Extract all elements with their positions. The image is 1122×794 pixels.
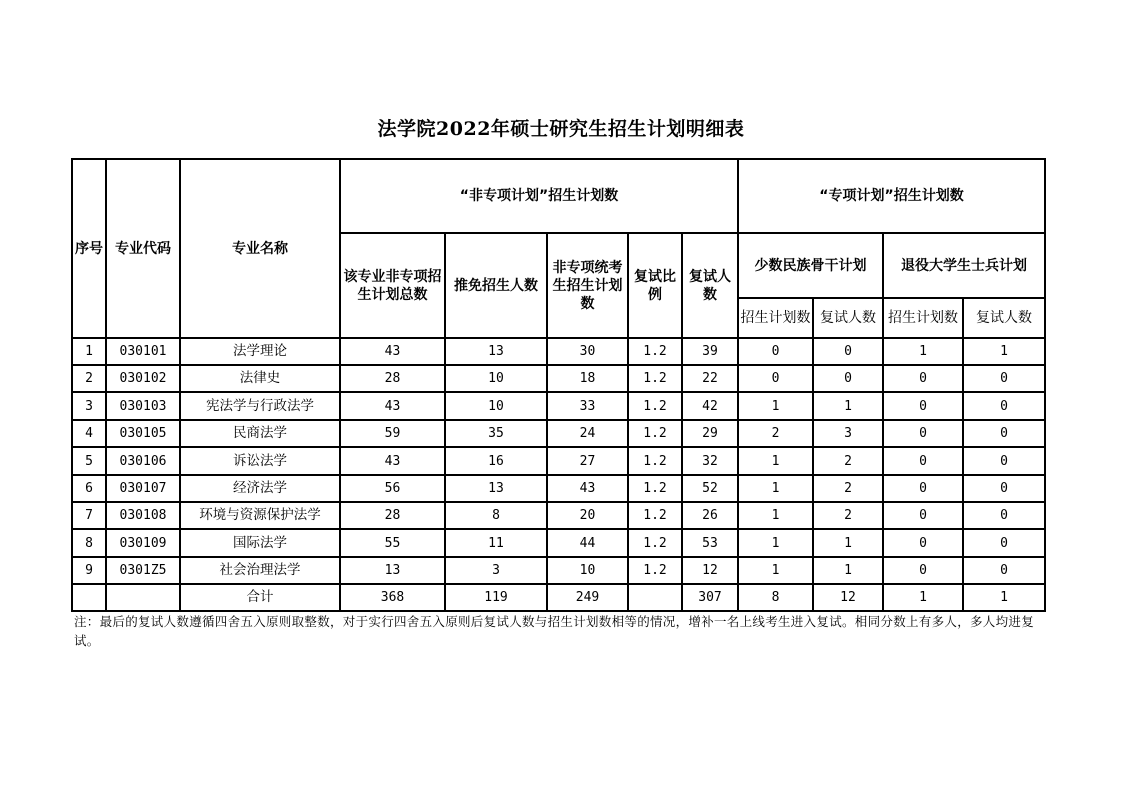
cell-retest: 26 bbox=[682, 502, 738, 529]
header-minority: 少数民族骨干计划 bbox=[738, 233, 883, 298]
cell-minority-retest: 0 bbox=[813, 338, 883, 365]
page-title: 法学院2022年硕士研究生招生计划明细表 bbox=[377, 118, 745, 140]
header-seq: 序号 bbox=[72, 159, 106, 338]
cell-seq: 8 bbox=[72, 529, 106, 557]
cell-veteran-retest: 0 bbox=[963, 475, 1045, 502]
cell-exempt: 8 bbox=[445, 502, 547, 529]
cell-seq: 5 bbox=[72, 447, 106, 475]
cell-unified: 27 bbox=[547, 447, 628, 475]
cell-total: 43 bbox=[340, 392, 445, 420]
cell-total: 43 bbox=[340, 338, 445, 365]
cell-veteran-plan: 0 bbox=[883, 475, 963, 502]
cell-minority-retest: 3 bbox=[813, 420, 883, 447]
cell-veteran-plan: 0 bbox=[883, 420, 963, 447]
cell-name: 法学理论 bbox=[180, 338, 340, 365]
table-row bbox=[72, 529, 1045, 557]
cell-name: 环境与资源保护法学 bbox=[180, 502, 340, 529]
table-row bbox=[72, 420, 1045, 447]
cell-seq-empty bbox=[72, 584, 106, 611]
cell-ratio: 1.2 bbox=[628, 502, 682, 529]
cell-exempt: 10 bbox=[445, 365, 547, 392]
cell-code: 030102 bbox=[106, 365, 180, 392]
cell-ratio: 1.2 bbox=[628, 557, 682, 584]
cell-unified: 20 bbox=[547, 502, 628, 529]
cell-minority-plan: 2 bbox=[738, 420, 813, 447]
table-row bbox=[72, 338, 1045, 365]
cell-minority-retest: 1 bbox=[813, 557, 883, 584]
cell-veteran-plan: 0 bbox=[883, 502, 963, 529]
cell-retest: 53 bbox=[682, 529, 738, 557]
cell-exempt: 13 bbox=[445, 475, 547, 502]
header-veteran-retest: 复试人数 bbox=[963, 298, 1045, 338]
cell-veteran-plan: 1 bbox=[883, 338, 963, 365]
cell-retest: 52 bbox=[682, 475, 738, 502]
cell-minority-plan: 1 bbox=[738, 475, 813, 502]
cell-unified: 33 bbox=[547, 392, 628, 420]
cell-retest: 22 bbox=[682, 365, 738, 392]
cell-total: 28 bbox=[340, 365, 445, 392]
enrollment-plan-table bbox=[71, 158, 1046, 612]
cell-name: 经济法学 bbox=[180, 475, 340, 502]
cell-name: 民商法学 bbox=[180, 420, 340, 447]
header-veteran-plan: 招生计划数 bbox=[883, 298, 963, 338]
cell-name: 社会治理法学 bbox=[180, 557, 340, 584]
header-nonspecial-total: 该专业非专项招生计划总数 bbox=[340, 233, 445, 338]
cell-seq: 6 bbox=[72, 475, 106, 502]
cell-veteran-retest: 0 bbox=[963, 420, 1045, 447]
total-unified: 249 bbox=[547, 584, 628, 611]
header-veteran: 退役大学生士兵计划 bbox=[883, 233, 1045, 298]
table-row bbox=[72, 447, 1045, 475]
header-unified: 非专项统考生招生计划数 bbox=[547, 233, 628, 338]
header-retest: 复试人数 bbox=[682, 233, 738, 338]
cell-veteran-plan: 0 bbox=[883, 557, 963, 584]
cell-minority-plan: 0 bbox=[738, 365, 813, 392]
header-minority-retest: 复试人数 bbox=[813, 298, 883, 338]
footnote: 注：最后的复试人数遵循四舍五入原则取整数，对于实行四舍五入原则后复试人数与招生计划数相等的情况，增补一名上线考生进入复试。相同分数上有多人，多人均进复试。 bbox=[74, 614, 1035, 648]
cell-retest: 42 bbox=[682, 392, 738, 420]
cell-name: 宪法学与行政法学 bbox=[180, 392, 340, 420]
cell-ratio: 1.2 bbox=[628, 420, 682, 447]
cell-ratio: 1.2 bbox=[628, 392, 682, 420]
cell-retest: 32 bbox=[682, 447, 738, 475]
cell-veteran-plan: 0 bbox=[883, 529, 963, 557]
cell-code: 030109 bbox=[106, 529, 180, 557]
cell-veteran-retest: 0 bbox=[963, 365, 1045, 392]
total-minority-retest: 12 bbox=[813, 584, 883, 611]
table-row bbox=[72, 502, 1045, 529]
cell-minority-retest: 2 bbox=[813, 475, 883, 502]
cell-code: 030108 bbox=[106, 502, 180, 529]
cell-unified: 43 bbox=[547, 475, 628, 502]
cell-total: 43 bbox=[340, 447, 445, 475]
cell-minority-retest: 2 bbox=[813, 447, 883, 475]
cell-veteran-retest: 0 bbox=[963, 557, 1045, 584]
cell-code-empty bbox=[106, 584, 180, 611]
header-minority-plan: 招生计划数 bbox=[738, 298, 813, 338]
cell-minority-plan: 1 bbox=[738, 392, 813, 420]
cell-exempt: 11 bbox=[445, 529, 547, 557]
cell-veteran-retest: 0 bbox=[963, 447, 1045, 475]
table-row bbox=[72, 475, 1045, 502]
cell-ratio: 1.2 bbox=[628, 447, 682, 475]
cell-seq: 3 bbox=[72, 392, 106, 420]
cell-minority-retest: 1 bbox=[813, 392, 883, 420]
cell-veteran-plan: 0 bbox=[883, 447, 963, 475]
cell-veteran-retest: 0 bbox=[963, 392, 1045, 420]
cell-minority-plan: 1 bbox=[738, 447, 813, 475]
cell-total: 28 bbox=[340, 502, 445, 529]
cell-ratio: 1.2 bbox=[628, 338, 682, 365]
header-nonspecial-group: “非专项计划”招生计划数 bbox=[340, 159, 738, 233]
cell-seq: 2 bbox=[72, 365, 106, 392]
cell-total: 55 bbox=[340, 529, 445, 557]
cell-exempt: 3 bbox=[445, 557, 547, 584]
total-nonspecial: 368 bbox=[340, 584, 445, 611]
header-name: 专业名称 bbox=[180, 159, 340, 338]
table-row bbox=[72, 557, 1045, 584]
total-minority-plan: 8 bbox=[738, 584, 813, 611]
cell-retest: 29 bbox=[682, 420, 738, 447]
cell-minority-plan: 0 bbox=[738, 338, 813, 365]
cell-veteran-plan: 0 bbox=[883, 392, 963, 420]
cell-minority-plan: 1 bbox=[738, 502, 813, 529]
cell-veteran-retest: 0 bbox=[963, 502, 1045, 529]
cell-total: 59 bbox=[340, 420, 445, 447]
cell-ratio: 1.2 bbox=[628, 529, 682, 557]
total-veteran-retest: 1 bbox=[963, 584, 1045, 611]
cell-ratio: 1.2 bbox=[628, 475, 682, 502]
cell-minority-retest: 2 bbox=[813, 502, 883, 529]
cell-minority-retest: 1 bbox=[813, 529, 883, 557]
total-exempt: 119 bbox=[445, 584, 547, 611]
cell-veteran-plan: 0 bbox=[883, 365, 963, 392]
cell-code: 030105 bbox=[106, 420, 180, 447]
cell-minority-plan: 1 bbox=[738, 529, 813, 557]
cell-retest: 12 bbox=[682, 557, 738, 584]
cell-code: 030103 bbox=[106, 392, 180, 420]
cell-exempt: 13 bbox=[445, 338, 547, 365]
cell-total: 13 bbox=[340, 557, 445, 584]
totals-label: 合计 bbox=[180, 584, 340, 611]
cell-veteran-retest: 1 bbox=[963, 338, 1045, 365]
cell-exempt: 35 bbox=[445, 420, 547, 447]
cell-minority-plan: 1 bbox=[738, 557, 813, 584]
cell-exempt: 10 bbox=[445, 392, 547, 420]
header-special-group: “专项计划”招生计划数 bbox=[738, 159, 1045, 233]
table-row bbox=[72, 392, 1045, 420]
cell-retest: 39 bbox=[682, 338, 738, 365]
table-row bbox=[72, 365, 1045, 392]
totals-row bbox=[72, 584, 1045, 611]
cell-exempt: 16 bbox=[445, 447, 547, 475]
total-retest: 307 bbox=[682, 584, 738, 611]
cell-unified: 10 bbox=[547, 557, 628, 584]
cell-ratio: 1.2 bbox=[628, 365, 682, 392]
header-exempt: 推免招生人数 bbox=[445, 233, 547, 338]
cell-name: 诉讼法学 bbox=[180, 447, 340, 475]
cell-seq: 7 bbox=[72, 502, 106, 529]
cell-name: 法律史 bbox=[180, 365, 340, 392]
cell-unified: 30 bbox=[547, 338, 628, 365]
total-veteran-plan: 1 bbox=[883, 584, 963, 611]
cell-unified: 24 bbox=[547, 420, 628, 447]
cell-seq: 4 bbox=[72, 420, 106, 447]
cell-seq: 9 bbox=[72, 557, 106, 584]
cell-name: 国际法学 bbox=[180, 529, 340, 557]
cell-minority-retest: 0 bbox=[813, 365, 883, 392]
cell-unified: 44 bbox=[547, 529, 628, 557]
cell-code: 030106 bbox=[106, 447, 180, 475]
cell-code: 030107 bbox=[106, 475, 180, 502]
cell-veteran-retest: 0 bbox=[963, 529, 1045, 557]
header-code: 专业代码 bbox=[106, 159, 180, 338]
total-ratio bbox=[628, 584, 682, 611]
cell-total: 56 bbox=[340, 475, 445, 502]
cell-code: 0301Z5 bbox=[106, 557, 180, 584]
header-ratio: 复试比例 bbox=[628, 233, 682, 338]
cell-seq: 1 bbox=[72, 338, 106, 365]
cell-unified: 18 bbox=[547, 365, 628, 392]
cell-code: 030101 bbox=[106, 338, 180, 365]
